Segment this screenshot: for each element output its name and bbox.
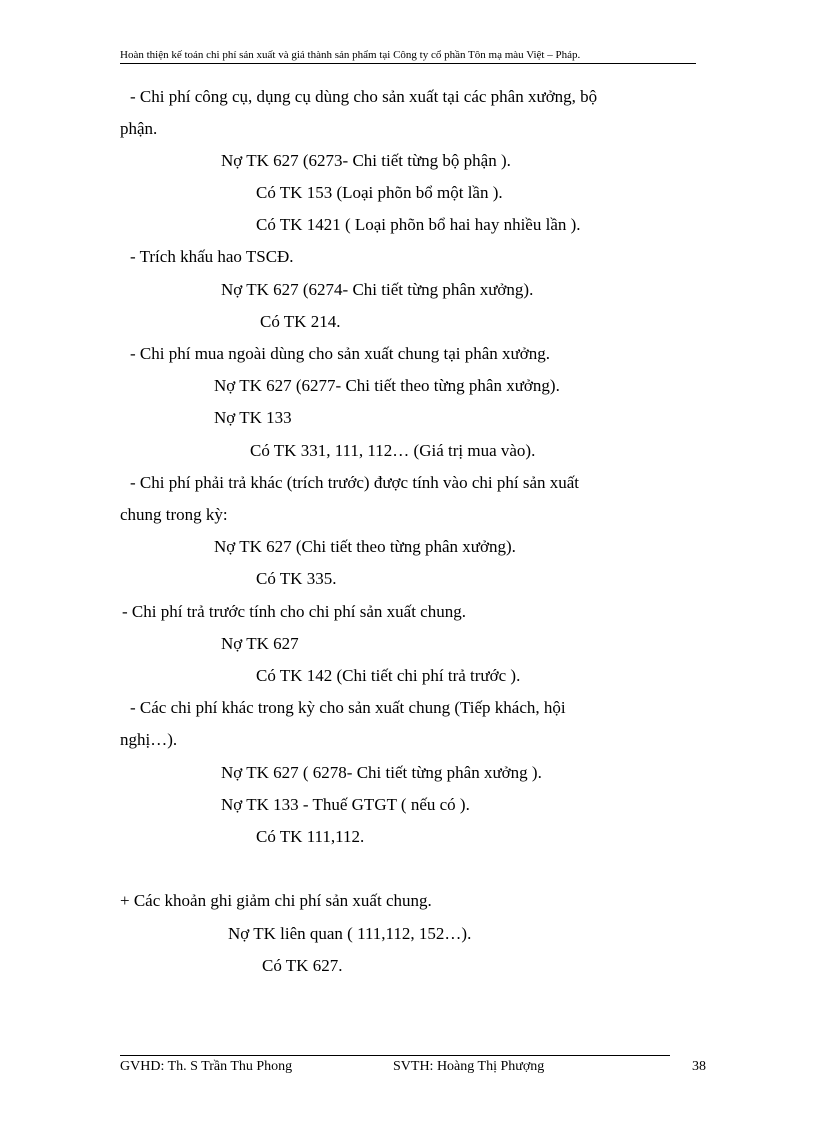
text-line: - Chi phí công cụ, dụng cụ dùng cho sản xuất tại các phân xưởng, bộ xyxy=(130,87,598,106)
text-line: - Chi phí trả trước tính cho chi phí sản xuất chung. xyxy=(122,602,466,621)
footer-divider xyxy=(120,1055,670,1056)
text-line: Nợ TK 627 (6277- Chi tiết theo từng phân xưởng). xyxy=(214,376,560,395)
text-line: Có TK 627. xyxy=(262,956,343,975)
text-line: Có TK 214. xyxy=(260,312,341,331)
text-line: - Chi phí mua ngoài dùng cho sản xuất chung tại phân xưởng. xyxy=(130,344,550,363)
text-line: Nợ TK liên quan ( 111,112, 152…). xyxy=(228,924,472,943)
text-line: Có TK 335. xyxy=(256,569,337,588)
text-line: Nợ TK 627 (6273- Chi tiết từng bộ phận ). xyxy=(221,151,511,170)
footer-supervisor: GVHD: Th. S Trần Thu Phong xyxy=(120,1059,293,1074)
text-line: - Các chi phí khác trong kỳ cho sản xuất chung (Tiếp khách, hội xyxy=(130,698,566,717)
page-header: Hoàn thiện kế toán chi phí sản xuất và giá thành sản phẩm tại Công ty cổ phần Tôn mạ màu Việt – Pháp. xyxy=(120,48,696,64)
text-line: Nợ TK 627 (Chi tiết theo từng phân xưởng). xyxy=(214,537,516,556)
text-line: Có TK 111,112. xyxy=(256,827,365,846)
text-line: nghị…). xyxy=(120,730,178,749)
text-line: phận. xyxy=(120,119,158,138)
text-line: Nợ TK 627 ( 6278- Chi tiết từng phân xưởng ). xyxy=(221,763,542,782)
text-line: Có TK 153 (Loại phõn bổ một lần ). xyxy=(256,183,503,202)
text-line: chung trong kỳ: xyxy=(120,505,228,524)
text-line: + Các khoản ghi giảm chi phí sản xuất chung. xyxy=(120,891,432,910)
text-line: Có TK 331, 111, 112… (Giá trị mua vào). xyxy=(250,441,536,460)
text-line: Có TK 1421 ( Loại phõn bổ hai hay nhiều lần ). xyxy=(256,215,581,234)
text-line: Có TK 142 (Chi tiết chi phí trả trước ). xyxy=(256,666,521,685)
text-line: - Trích khấu hao TSCĐ. xyxy=(130,247,294,266)
page-number: 38 xyxy=(692,1059,706,1074)
text-line: - Chi phí phải trả khác (trích trước) được tính vào chi phí sản xuất xyxy=(130,473,580,492)
text-line: Nợ TK 627 (6274- Chi tiết từng phân xưởng). xyxy=(221,280,534,299)
text-line: Nợ TK 627 xyxy=(221,634,299,653)
footer-student: SVTH: Hoàng Thị Phượng xyxy=(393,1059,545,1074)
text-line: Nợ TK 133 xyxy=(214,408,292,427)
text-line: Nợ TK 133 - Thuế GTGT ( nếu có ). xyxy=(221,795,470,814)
